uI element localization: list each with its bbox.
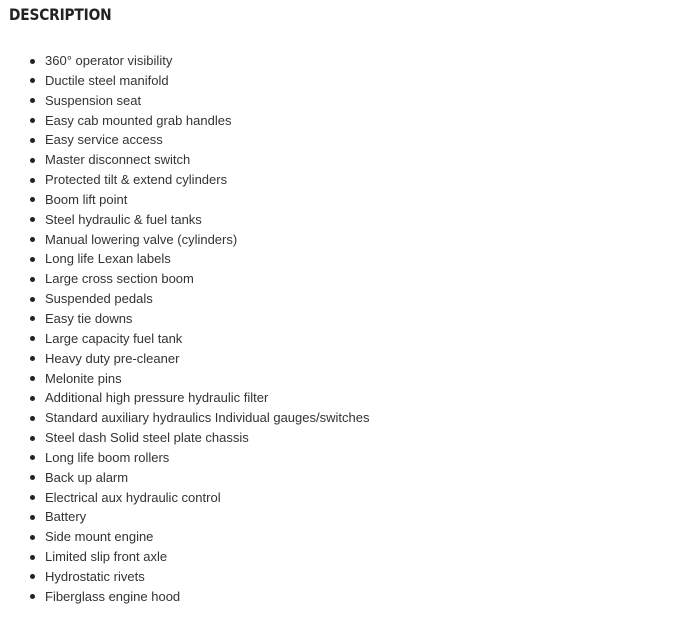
bullet-icon	[30, 574, 35, 579]
bullet-icon	[30, 336, 35, 341]
feature-list-item	[0, 527, 369, 547]
feature-label: Easy cab mounted grab handles	[45, 112, 232, 128]
feature-list-item	[0, 71, 369, 91]
feature-label: Fiberglass engine hood	[45, 588, 181, 604]
feature-label: 360° operator visibility	[45, 53, 173, 68]
feature-label: Electrical aux hydraulic control	[45, 489, 221, 505]
feature-label: Additional high pressure hydraulic filter	[45, 390, 269, 406]
bullet-icon	[30, 594, 35, 599]
feature-list-item	[0, 547, 369, 567]
feature-list-item	[0, 289, 369, 309]
feature-list-item	[0, 249, 369, 269]
bullet-icon	[30, 455, 35, 460]
feature-list-item	[0, 91, 369, 111]
feature-label: Suspended pedals	[45, 291, 153, 307]
feature-label: Easy tie downs	[45, 310, 133, 326]
bullet-icon	[30, 515, 35, 520]
feature-label: Heavy duty pre-cleaner	[45, 350, 180, 366]
bullet-icon	[30, 436, 35, 441]
feature-list-item	[0, 51, 369, 71]
feature-list-item	[0, 130, 369, 150]
feature-list-item	[0, 210, 369, 230]
feature-list-item	[0, 111, 369, 131]
bullet-icon	[30, 138, 35, 143]
feature-list-item	[0, 468, 369, 488]
feature-label: Steel dash Solid steel plate chassis	[45, 430, 249, 446]
bullet-icon	[30, 297, 35, 302]
feature-label: Battery	[45, 509, 87, 525]
feature-label: Large capacity fuel tank	[45, 330, 183, 346]
bullet-icon	[30, 197, 35, 202]
feature-label: Melonite pins	[45, 370, 122, 386]
feature-label: Protected tilt & extend cylinders	[45, 172, 228, 188]
bullet-icon	[30, 257, 35, 262]
feature-list-item	[0, 507, 369, 527]
feature-label: Standard auxiliary hydraulics Individual gauges/switches	[45, 410, 370, 426]
bullet-icon	[30, 475, 35, 480]
feature-list	[0, 51, 369, 607]
feature-list-item	[0, 448, 369, 468]
feature-list-item	[0, 388, 369, 408]
bullet-icon	[30, 495, 35, 500]
bullet-icon	[30, 535, 35, 540]
bullet-icon	[30, 59, 35, 64]
feature-label: Long life boom rollers	[45, 449, 170, 465]
bullet-icon	[30, 356, 35, 361]
feature-label: Limited slip front axle	[45, 549, 168, 565]
bullet-icon	[30, 118, 35, 123]
bullet-icon	[30, 217, 35, 222]
feature-label: Master disconnect switch	[45, 152, 191, 168]
feature-list-item	[0, 150, 369, 170]
bullet-icon	[30, 316, 35, 321]
feature-list-item	[0, 369, 369, 389]
feature-list-item	[0, 329, 369, 349]
feature-label: Long life Lexan labels	[45, 251, 171, 267]
bullet-icon	[30, 376, 35, 381]
feature-list-item	[0, 587, 369, 607]
feature-list-item	[0, 190, 369, 210]
bullet-icon	[30, 396, 35, 401]
feature-label: Easy service access	[45, 132, 163, 148]
feature-label: Side mount engine	[45, 529, 154, 545]
bullet-icon	[30, 178, 35, 183]
feature-label: Large cross section boom	[45, 271, 194, 287]
section-heading: DESCRIPTION	[9, 5, 112, 24]
feature-list-item	[0, 408, 369, 428]
bullet-icon	[30, 158, 35, 163]
feature-list-item	[0, 230, 369, 250]
feature-label: Back up alarm	[45, 469, 129, 485]
feature-label: Hydrostatic rivets	[45, 568, 145, 584]
feature-label: Boom lift point	[45, 191, 128, 207]
feature-list-item	[0, 428, 369, 448]
bullet-icon	[30, 555, 35, 560]
bullet-icon	[30, 98, 35, 103]
feature-list-item	[0, 567, 369, 587]
feature-label: Steel hydraulic & fuel tanks	[45, 211, 202, 227]
feature-list-item	[0, 170, 369, 190]
feature-list-item	[0, 488, 369, 508]
feature-list-item	[0, 309, 369, 329]
feature-list-item	[0, 269, 369, 289]
feature-label: Suspension seat	[45, 92, 142, 108]
bullet-icon	[30, 277, 35, 282]
feature-label: Ductile steel manifold	[45, 72, 169, 88]
bullet-icon	[30, 237, 35, 242]
bullet-icon	[30, 78, 35, 83]
feature-label: Manual lowering valve (cylinders)	[45, 231, 238, 247]
feature-list-item	[0, 349, 369, 369]
bullet-icon	[30, 416, 35, 421]
